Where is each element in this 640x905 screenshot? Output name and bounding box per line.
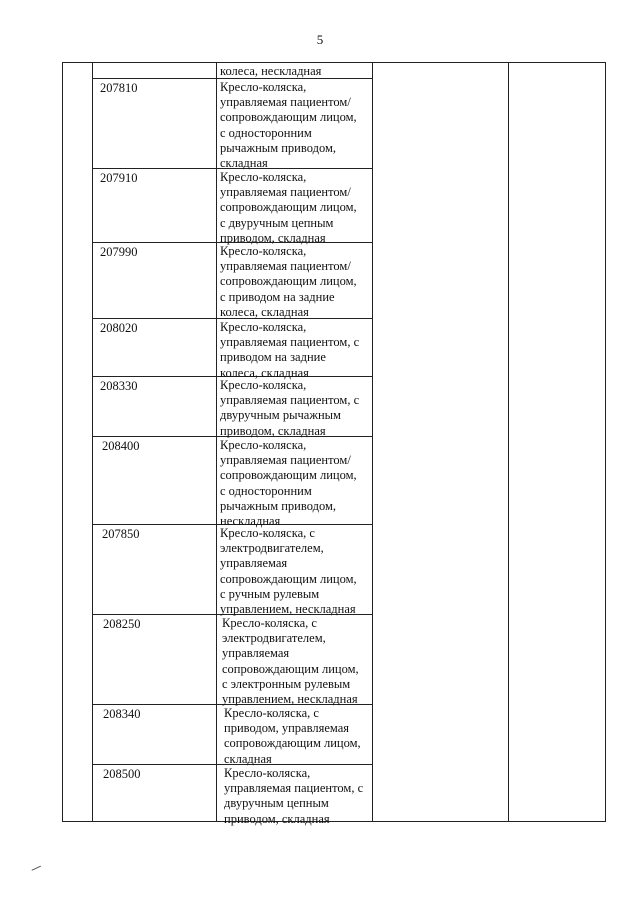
product-name: Кресло-коляска, управляемая пациентом, с приводом на задние колеса, складная <box>220 320 360 380</box>
product-name: Кресло-коляска, с приводом, управляемая сопровождающим лицом, складная <box>224 706 361 766</box>
product-name: Кресло-коляска, управляемая пациентом, с двуручным рычажным приводом, складная <box>220 378 360 438</box>
product-name: Кресло-коляска, управляемая пациентом/ сопровождающим лицом, с приводом на задние колеса, складная <box>220 244 357 319</box>
product-code: 208020 <box>100 321 138 335</box>
product-code: 208340 <box>103 707 141 721</box>
product-name: Кресло-коляска, с электродвигателем, управляемая сопровождающим лицом, с электронным рулевым управлением, нескладная <box>222 616 359 707</box>
product-name: Кресло-коляска, управляемая пациентом/ сопровождающим лицом, с односторонним рычажным приводом, складная <box>220 80 357 171</box>
product-name: Кресло-коляска, управляемая пациентом, с двуручным цепным приводом, складная <box>224 766 364 826</box>
column-divider <box>508 62 509 822</box>
product-code: 208250 <box>103 617 141 631</box>
page-number: 5 <box>316 32 324 47</box>
product-code: 207850 <box>102 527 140 541</box>
product-code: 208400 <box>102 439 140 453</box>
product-code: 207990 <box>100 245 138 259</box>
product-name: Кресло-коляска, с электродвигателем, управляемая сопровождающим лицом, с ручным рулевым управлением, нескладная <box>220 526 357 617</box>
product-name: Кресло-коляска, управляемая пациентом/ сопровождающим лицом, с односторонним рычажным приводом, нескладная <box>220 438 357 529</box>
scan-mark <box>29 860 41 871</box>
product-code: 207810 <box>100 81 138 95</box>
product-code: 208330 <box>100 379 138 393</box>
product-code: 207910 <box>100 171 138 185</box>
table-row-fragment: колеса, нескладная <box>220 64 322 78</box>
column-divider <box>92 62 93 822</box>
product-name: Кресло-коляска, управляемая пациентом/ сопровождающим лицом, с двуручным цепным приводом, складная <box>220 170 357 245</box>
column-divider <box>216 62 217 822</box>
product-code: 208500 <box>103 767 141 781</box>
